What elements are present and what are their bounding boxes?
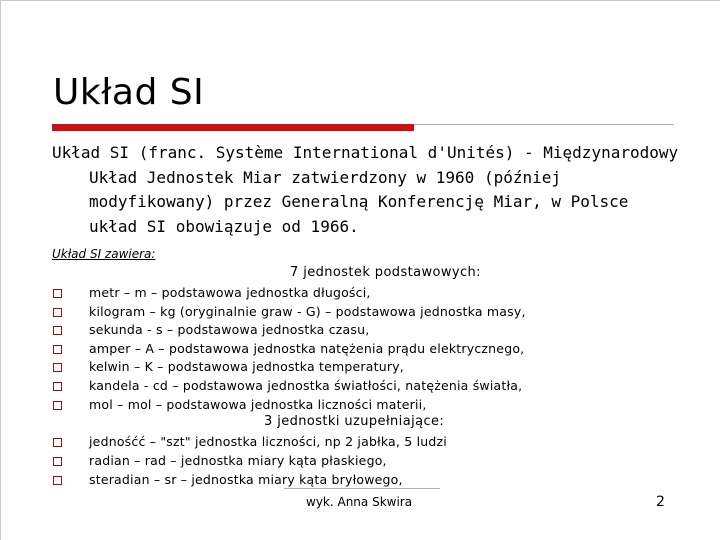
checkbox-bullet-icon: [53, 382, 62, 391]
list-item-text: kandela - cd – podstawowa jednostka światłości, natężenia światła,: [89, 378, 523, 393]
list-item: [53, 341, 673, 359]
intro-line: układ SI obowiązuje od 1966.: [89, 216, 359, 236]
footer-divider: [284, 488, 440, 489]
list-item: [53, 285, 673, 303]
checkbox-bullet-icon: [53, 308, 62, 317]
checkbox-bullet-icon: [53, 345, 62, 354]
base-units-heading: 7 jednostek podstawowych:: [290, 265, 481, 280]
slide-border-left: [0, 0, 1, 540]
slide-border-top: [0, 0, 720, 1]
list-item-text: sekunda - s – podstawowa jednostka czasu,: [89, 322, 370, 337]
list-item: [53, 434, 673, 452]
checkbox-bullet-icon: [53, 438, 62, 447]
list-item: [53, 453, 673, 471]
checkbox-bullet-icon: [53, 457, 62, 466]
list-item-text: steradian – sr – jednostka miary kąta bryłowego,: [89, 472, 403, 487]
list-item-text: mol – mol – podstawowa jednostka liczności materii,: [89, 397, 427, 412]
intro-paragraph: [52, 141, 682, 239]
list-item-text: amper – A – podstawowa jednostka natężenia prądu elektrycznego,: [89, 341, 525, 356]
list-item: [53, 397, 673, 415]
list-item: [53, 322, 673, 340]
intro-line: Układ SI (franc. Système International d'Unités) - Międzynarodowy: [52, 143, 679, 162]
checkbox-bullet-icon: [53, 401, 62, 410]
intro-line: modyfikowany) przez Generalną Konferencję Miar, w Polsce: [89, 192, 629, 211]
list-item: [53, 378, 673, 396]
checkbox-bullet-icon: [53, 363, 62, 372]
slide-title: Układ SI: [53, 72, 205, 113]
checkbox-bullet-icon: [53, 289, 62, 298]
list-item-text: jednośćć – "szt" jednostka liczności, np 2 jabłka, 5 ludzi: [89, 434, 447, 449]
checkbox-bullet-icon: [53, 476, 62, 485]
intro-line: Układ Jednostek Miar zatwierdzony w 1960 (później: [89, 167, 562, 187]
list-item-text: metr – m – podstawowa jednostka długości,: [89, 285, 371, 300]
list-item: [53, 304, 673, 322]
list-item-text: kelwin – K – podstawowa jednostka temperatury,: [89, 359, 404, 374]
contains-label: Układ SI zawiera:: [52, 247, 156, 261]
list-item-text: kilogram – kg (oryginalnie graw - G) – podstawowa jednostka masy,: [89, 304, 526, 319]
page-number: 2: [656, 494, 665, 510]
list-item-text: radian – rad – jednostka miary kąta płaskiego,: [89, 453, 387, 468]
title-divider: [414, 124, 674, 125]
checkbox-bullet-icon: [53, 326, 62, 335]
title-accent-bar: [52, 124, 414, 131]
supplementary-units-heading: 3 jednostki uzupełniające:: [264, 414, 445, 429]
list-item: [53, 359, 673, 377]
footer-author: wyk. Anna Skwira: [306, 495, 413, 509]
